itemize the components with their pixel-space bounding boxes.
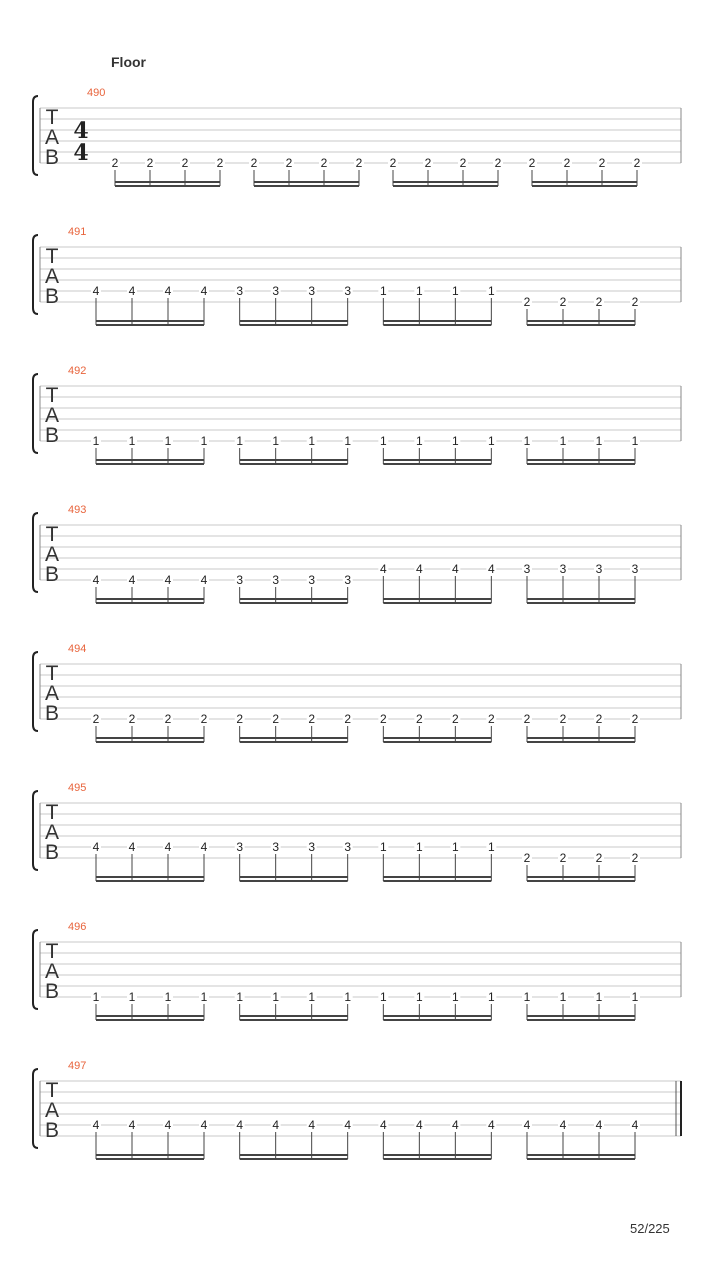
fret-number: 2	[344, 712, 352, 726]
fret-number: 4	[200, 1118, 208, 1132]
staff-bracket	[33, 652, 38, 731]
beam-secondary	[96, 1158, 204, 1160]
fret-number: 1	[451, 434, 459, 448]
fret-number: 2	[216, 156, 224, 170]
fret-number: 2	[451, 712, 459, 726]
fret-number: 2	[598, 156, 606, 170]
fret-number: 2	[389, 156, 397, 170]
fret-number: 2	[200, 712, 208, 726]
fret-number: 2	[146, 156, 154, 170]
beam-secondary	[254, 185, 359, 187]
beam-primary	[383, 598, 491, 600]
fret-number: 2	[523, 295, 531, 309]
fret-number: 2	[559, 712, 567, 726]
fret-number: 3	[236, 284, 244, 298]
page-number: 52/225	[630, 1221, 670, 1236]
beam-secondary	[527, 880, 635, 882]
fret-number: 2	[631, 295, 639, 309]
fret-number: 1	[487, 990, 495, 1004]
fret-number: 4	[415, 1118, 423, 1132]
beam-secondary	[393, 185, 498, 187]
tab-clef-letter: B	[44, 285, 60, 308]
fret-number: 2	[272, 712, 280, 726]
fret-number: 3	[631, 562, 639, 576]
time-signature-bottom: 4	[73, 140, 89, 166]
tab-clef-letter: T	[45, 245, 59, 268]
beam-primary	[383, 1154, 491, 1156]
fret-number: 3	[308, 840, 316, 854]
fret-number: 1	[128, 434, 136, 448]
fret-number: 4	[128, 284, 136, 298]
fret-number: 1	[344, 990, 352, 1004]
fret-number: 1	[415, 284, 423, 298]
tab-clef-letter: B	[44, 841, 60, 864]
fret-number: 4	[559, 1118, 567, 1132]
staff-bracket	[33, 235, 38, 314]
measure-number: 492	[68, 365, 87, 377]
beam-secondary	[240, 1158, 348, 1160]
fret-number: 4	[92, 1118, 100, 1132]
fret-number: 4	[164, 284, 172, 298]
beam-secondary	[96, 1019, 204, 1021]
staff-bracket	[33, 791, 38, 870]
measure-number: 491	[68, 226, 87, 238]
fret-number: 2	[559, 295, 567, 309]
beam-primary	[96, 320, 204, 322]
fret-number: 4	[523, 1118, 531, 1132]
beam-primary	[96, 598, 204, 600]
fret-number: 4	[451, 1118, 459, 1132]
fret-number: 4	[92, 573, 100, 587]
beam-secondary	[383, 602, 491, 604]
tab-clef-letter: A	[44, 960, 60, 983]
beam-primary	[96, 1154, 204, 1156]
fret-number: 4	[164, 1118, 172, 1132]
tab-clef-letter: T	[45, 940, 59, 963]
fret-number: 4	[128, 1118, 136, 1132]
fret-number: 3	[236, 840, 244, 854]
beam-secondary	[96, 880, 204, 882]
beam-secondary	[383, 324, 491, 326]
fret-number: 1	[451, 990, 459, 1004]
beam-secondary	[383, 741, 491, 743]
measure-number: 494	[68, 643, 87, 655]
beam-primary	[96, 876, 204, 878]
fret-number: 4	[128, 840, 136, 854]
fret-number: 1	[272, 990, 280, 1004]
beam-secondary	[240, 602, 348, 604]
tab-clef-letter: A	[44, 404, 60, 427]
fret-number: 3	[559, 562, 567, 576]
beam-primary	[527, 1015, 635, 1017]
fret-number: 4	[92, 840, 100, 854]
fret-number: 2	[308, 712, 316, 726]
tab-clef-letter: B	[44, 146, 60, 169]
fret-number: 1	[487, 434, 495, 448]
fret-number: 2	[523, 851, 531, 865]
fret-number: 2	[181, 156, 189, 170]
fret-number: 2	[487, 712, 495, 726]
fret-number: 2	[595, 295, 603, 309]
fret-number: 1	[92, 990, 100, 1004]
tab-clef-letter: B	[44, 702, 60, 725]
fret-number: 2	[250, 156, 258, 170]
tab-clef-letter: A	[44, 682, 60, 705]
fret-number: 4	[200, 840, 208, 854]
tab-clef-letter: A	[44, 1099, 60, 1122]
fret-number: 3	[344, 284, 352, 298]
fret-number: 1	[308, 990, 316, 1004]
tab-clef-letter: T	[45, 801, 59, 824]
tab-clef-letter: B	[44, 563, 60, 586]
beam-primary	[240, 876, 348, 878]
beam-primary	[383, 320, 491, 322]
tab-clef-letter: B	[44, 424, 60, 447]
measure-number: 495	[68, 782, 87, 794]
fret-number: 1	[164, 434, 172, 448]
fret-number: 4	[200, 573, 208, 587]
beam-primary	[240, 598, 348, 600]
fret-number: 3	[344, 840, 352, 854]
fret-number: 4	[487, 1118, 495, 1132]
fret-number: 1	[308, 434, 316, 448]
fret-number: 1	[164, 990, 172, 1004]
fret-number: 4	[92, 284, 100, 298]
fret-number: 2	[424, 156, 432, 170]
fret-number: 4	[272, 1118, 280, 1132]
fret-number: 1	[415, 840, 423, 854]
fret-number: 1	[451, 284, 459, 298]
fret-number: 3	[236, 573, 244, 587]
fret-number: 3	[272, 840, 280, 854]
fret-number: 4	[487, 562, 495, 576]
measure-number: 496	[68, 921, 87, 933]
fret-number: 2	[633, 156, 641, 170]
beam-secondary	[240, 741, 348, 743]
beam-primary	[240, 737, 348, 739]
fret-number: 2	[563, 156, 571, 170]
fret-number: 2	[415, 712, 423, 726]
beam-primary	[96, 1015, 204, 1017]
fret-number: 4	[415, 562, 423, 576]
beam-primary	[115, 181, 220, 183]
staff-bracket	[33, 1069, 38, 1148]
fret-number: 1	[236, 990, 244, 1004]
beam-primary	[383, 876, 491, 878]
beam-secondary	[96, 741, 204, 743]
fret-number: 4	[379, 1118, 387, 1132]
beam-secondary	[240, 463, 348, 465]
fret-number: 2	[459, 156, 467, 170]
measure-number: 493	[68, 504, 87, 516]
fret-number: 2	[128, 712, 136, 726]
beam-secondary	[527, 324, 635, 326]
fret-number: 2	[523, 712, 531, 726]
fret-number: 1	[200, 990, 208, 1004]
fret-number: 2	[595, 712, 603, 726]
beam-secondary	[527, 741, 635, 743]
tab-clef-letter: A	[44, 265, 60, 288]
tab-clef-letter: T	[45, 106, 59, 129]
fret-number: 2	[285, 156, 293, 170]
fret-number: 1	[631, 990, 639, 1004]
fret-number: 2	[631, 851, 639, 865]
beam-secondary	[96, 463, 204, 465]
fret-number: 2	[111, 156, 119, 170]
fret-number: 2	[164, 712, 172, 726]
beam-primary	[393, 181, 498, 183]
fret-number: 4	[595, 1118, 603, 1132]
tab-clef-letter: A	[44, 821, 60, 844]
beam-primary	[527, 459, 635, 461]
beam-primary	[527, 320, 635, 322]
fret-number: 4	[344, 1118, 352, 1132]
tab-clef-letter: T	[45, 523, 59, 546]
beam-primary	[527, 1154, 635, 1156]
fret-number: 2	[494, 156, 502, 170]
fret-number: 1	[379, 840, 387, 854]
fret-number: 1	[379, 434, 387, 448]
beam-secondary	[383, 463, 491, 465]
fret-number: 4	[164, 840, 172, 854]
tab-clef-letter: T	[45, 1079, 59, 1102]
song-title: Floor	[111, 54, 146, 70]
beam-primary	[527, 598, 635, 600]
fret-number: 1	[415, 990, 423, 1004]
fret-number: 3	[523, 562, 531, 576]
beam-secondary	[240, 880, 348, 882]
beam-primary	[532, 181, 637, 183]
tab-clef-letter: B	[44, 980, 60, 1003]
beam-primary	[240, 1015, 348, 1017]
beam-secondary	[383, 1019, 491, 1021]
fret-number: 4	[128, 573, 136, 587]
fret-number: 1	[595, 434, 603, 448]
beam-primary	[527, 737, 635, 739]
beam-secondary	[96, 602, 204, 604]
fret-number: 1	[415, 434, 423, 448]
fret-number: 3	[308, 284, 316, 298]
fret-number: 2	[320, 156, 328, 170]
beam-primary	[527, 876, 635, 878]
fret-number: 2	[355, 156, 363, 170]
fret-number: 1	[487, 284, 495, 298]
fret-number: 1	[523, 990, 531, 1004]
staff-bracket	[33, 930, 38, 1009]
fret-number: 1	[379, 284, 387, 298]
beam-secondary	[240, 324, 348, 326]
measure-number: 497	[68, 1060, 87, 1072]
fret-number: 1	[128, 990, 136, 1004]
beam-primary	[383, 737, 491, 739]
beam-secondary	[115, 185, 220, 187]
fret-number: 2	[92, 712, 100, 726]
tab-clef-letter: T	[45, 384, 59, 407]
measure-number: 490	[87, 87, 106, 99]
fret-number: 4	[308, 1118, 316, 1132]
fret-number: 1	[487, 840, 495, 854]
beam-primary	[240, 320, 348, 322]
beam-primary	[240, 1154, 348, 1156]
staff-bracket	[33, 513, 38, 592]
time-signature-top: 4	[73, 118, 89, 144]
fret-number: 2	[559, 851, 567, 865]
tab-clef-letter: B	[44, 1119, 60, 1142]
tab-clef-letter: A	[44, 543, 60, 566]
beam-secondary	[96, 324, 204, 326]
fret-number: 1	[595, 990, 603, 1004]
beam-primary	[96, 737, 204, 739]
staff-bracket	[33, 96, 38, 175]
fret-number: 1	[451, 840, 459, 854]
fret-number: 2	[595, 851, 603, 865]
beam-primary	[383, 459, 491, 461]
fret-number: 2	[631, 712, 639, 726]
fret-number: 1	[344, 434, 352, 448]
beam-secondary	[527, 463, 635, 465]
fret-number: 3	[595, 562, 603, 576]
fret-number: 3	[272, 284, 280, 298]
fret-number: 4	[164, 573, 172, 587]
beam-secondary	[383, 880, 491, 882]
fret-number: 1	[200, 434, 208, 448]
beam-primary	[240, 459, 348, 461]
fret-number: 4	[379, 562, 387, 576]
fret-number: 2	[236, 712, 244, 726]
fret-number: 1	[523, 434, 531, 448]
beam-primary	[254, 181, 359, 183]
fret-number: 1	[272, 434, 280, 448]
fret-number: 3	[272, 573, 280, 587]
beam-secondary	[383, 1158, 491, 1160]
fret-number: 1	[379, 990, 387, 1004]
beam-primary	[96, 459, 204, 461]
fret-number: 1	[92, 434, 100, 448]
fret-number: 4	[200, 284, 208, 298]
beam-secondary	[532, 185, 637, 187]
fret-number: 4	[236, 1118, 244, 1132]
fret-number: 4	[631, 1118, 639, 1132]
fret-number: 3	[308, 573, 316, 587]
beam-secondary	[527, 1158, 635, 1160]
fret-number: 2	[528, 156, 536, 170]
fret-number: 1	[559, 990, 567, 1004]
fret-number: 2	[379, 712, 387, 726]
fret-number: 4	[451, 562, 459, 576]
beam-secondary	[240, 1019, 348, 1021]
beam-secondary	[527, 1019, 635, 1021]
fret-number: 1	[559, 434, 567, 448]
beam-secondary	[527, 602, 635, 604]
fret-number: 1	[631, 434, 639, 448]
tab-clef-letter: T	[45, 662, 59, 685]
fret-number: 1	[236, 434, 244, 448]
fret-number: 3	[344, 573, 352, 587]
beam-primary	[383, 1015, 491, 1017]
staff-bracket	[33, 374, 38, 453]
tab-clef-letter: A	[44, 126, 60, 149]
